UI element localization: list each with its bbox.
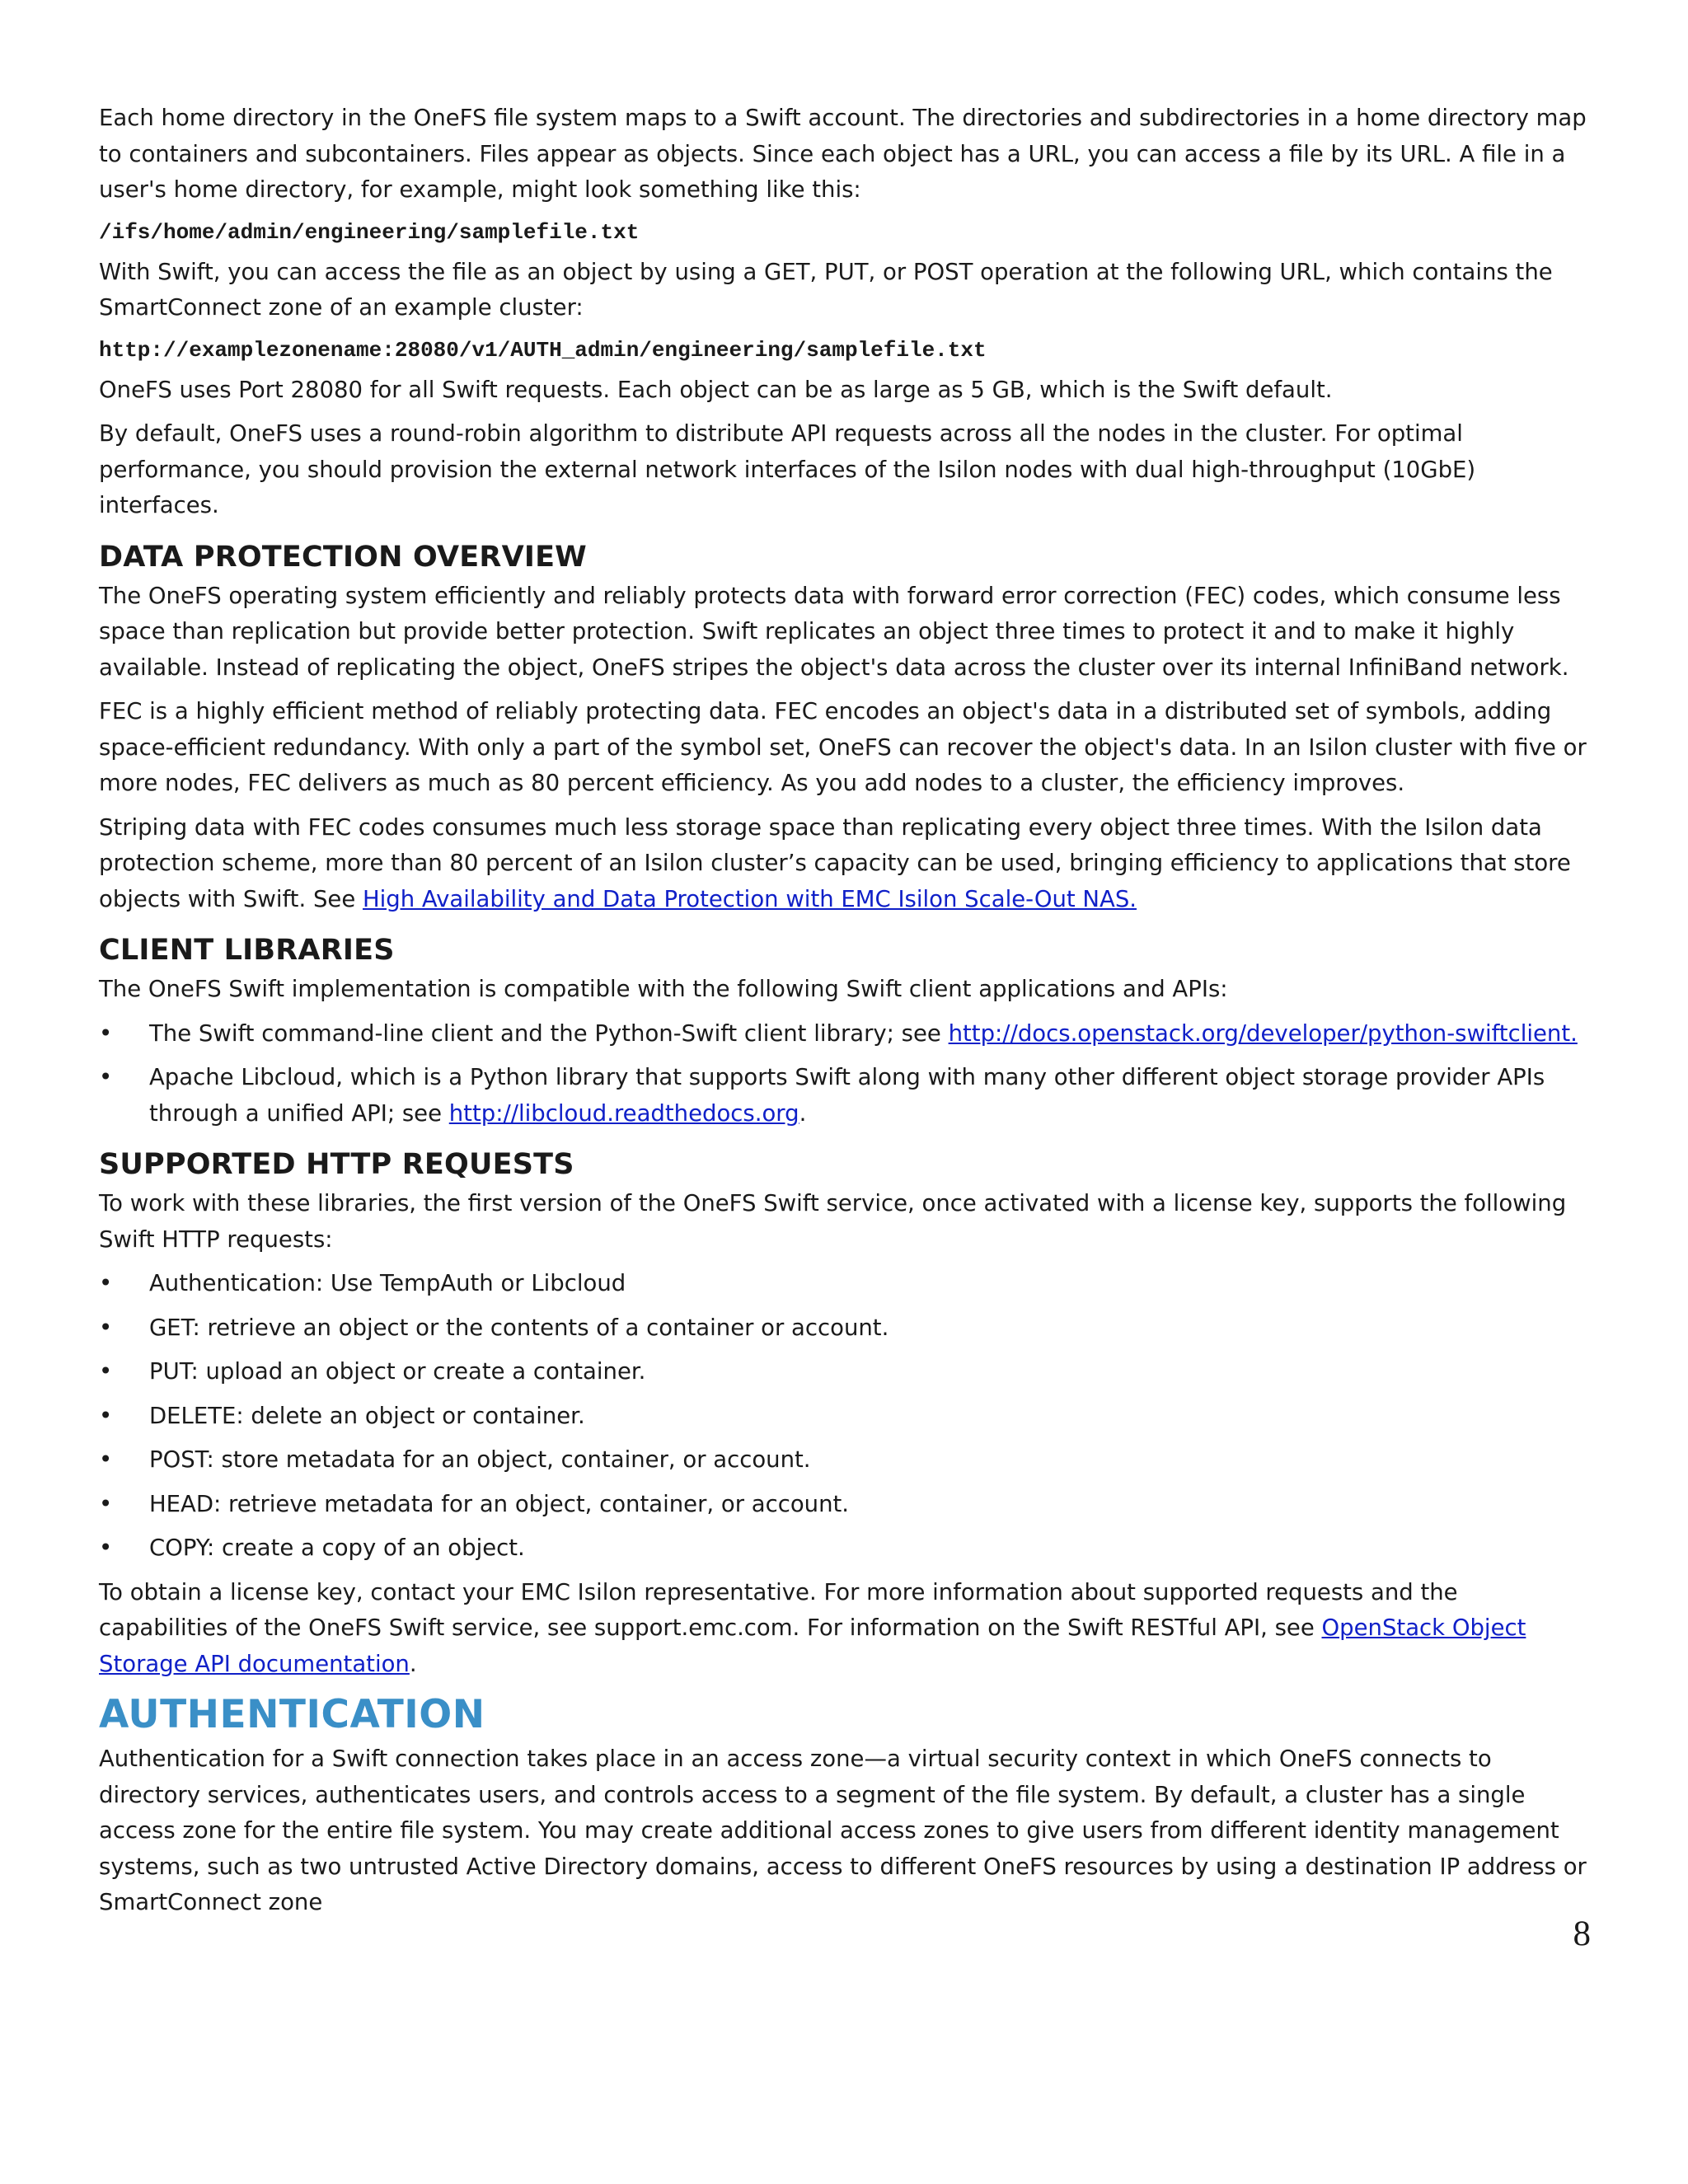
- list-item: [99, 1442, 1591, 1479]
- list-item: [99, 1399, 1591, 1435]
- list-item-text: The Swift command-line client and the Python-Swift client library; see: [149, 1019, 949, 1047]
- bullet-icon: •: [99, 1019, 113, 1047]
- list-item: [99, 1310, 1591, 1347]
- authentication-paragraph-1: Authentication for a Swift connection takes place in an access zone—a virtual security context in which OneFS connects to directory services, authenticates users, and controls access to a segment of the file system. By default, a cluster has a single access zone for the entire file system. You may create additional access zones to give users from different identity management systems, such as two untrusted Active Directory domains, access to different OneFS resources by using a destination IP address or SmartConnect zone: [99, 1746, 1587, 1915]
- list-item-suffix: .: [799, 1099, 807, 1127]
- list-item: [99, 1266, 1591, 1302]
- http-requests-outro: [99, 1575, 1591, 1683]
- http-requests-outro-text: To obtain a license key, contact your EMC Isilon representative. For more information about supported requests and the capabilities of the OneFS Swift service, see support.emc.com. For information on the Swift RESTful API, see: [99, 1578, 1458, 1641]
- heading-data-protection: DATA PROTECTION OVERVIEW: [99, 540, 587, 574]
- link-libcloud[interactable]: http://libcloud.readthedocs.org: [448, 1099, 799, 1127]
- list-item-text: Apache Libcloud, which is a Python library that supports Swift along with many other different object storage provider APIs through a unified API; see: [149, 1064, 1545, 1127]
- list-item-text: GET: retrieve an object or the contents of a container or account.: [149, 1314, 889, 1341]
- bullet-icon: •: [99, 1314, 113, 1341]
- list-item: [99, 1060, 1591, 1132]
- list-item: [99, 1354, 1591, 1390]
- client-libraries-list: [99, 1016, 1591, 1132]
- list-item: [99, 1016, 1591, 1052]
- bullet-icon: •: [99, 1358, 113, 1385]
- data-protection-paragraph-2: FEC is a highly efficient method of reliably protecting data. FEC encodes an object's data in a distributed set of symbols, adding space-efficient redundancy. With only a part of the symbol set, OneFS can recover the object's data. In an Isilon cluster with five or more nodes, FEC delivers as much as 80 percent efficiency. As you add nodes to a cluster, the efficiency improves.: [99, 698, 1587, 796]
- heading-client-libraries: CLIENT LIBRARIES: [99, 934, 395, 967]
- intro-paragraph-3: OneFS uses Port 28080 for all Swift requests. Each object can be as large as 5 GB, which is the Swift default.: [99, 376, 1333, 403]
- data-protection-paragraph-1: The OneFS operating system efficiently and reliably protects data with forward error correction (FEC) codes, which consume less space than replication but provide better protection. Swift replicates an object three times to protect it and to make it highly available. Instead of replicating the object, OneFS stripes the object's data across the cluster over its internal InfiniBand network.: [99, 582, 1569, 681]
- heading-supported-http-requests: SUPPORTED HTTP REQUESTS: [99, 1148, 574, 1181]
- link-python-swiftclient[interactable]: http://docs.openstack.org/developer/python-swiftclient.: [948, 1019, 1578, 1047]
- bullet-icon: •: [99, 1064, 113, 1090]
- intro-paragraph-4: By default, OneFS uses a round-robin algorithm to distribute API requests across all the nodes in the cluster. For optimal performance, you should provision the external network interfaces of the Isilon nodes with dual high-throughput (10GbE) interfaces.: [99, 420, 1476, 518]
- data-protection-paragraph-3-text: Striping data with FEC codes consumes much less storage space than replicating every object three times. With the Isilon data protection scheme, more than 80 percent of an Isilon cluster’s capacity can be used, bringing efficiency to applications that store objects with Swift. See: [99, 813, 1571, 912]
- http-requests-intro: To work with these libraries, the first version of the OneFS Swift service, once activated with a license key, supports the following Swift HTTP requests:: [99, 1190, 1567, 1253]
- heading-authentication: AUTHENTICATION: [99, 1692, 485, 1737]
- code-url-example: http://examplezonename:28080/v1/AUTH_admin/engineering/samplefile.txt: [99, 337, 987, 363]
- link-openstack-api-docs[interactable]: OpenStack Object Storage API documentation: [99, 1615, 1526, 1677]
- bullet-icon: •: [99, 1490, 113, 1517]
- list-item: [99, 1530, 1591, 1567]
- bullet-icon: •: [99, 1535, 113, 1561]
- intro-paragraph-1: Each home directory in the OneFS file system maps to a Swift account. The directories and subdirectories in a home directory map to containers and subcontainers. Files appear as objects. Since each object has a URL, you can access a file by its URL. A file in a user's home directory, for example, might look something like this:: [99, 105, 1587, 203]
- page-number: 8: [1573, 1915, 1591, 1953]
- intro-paragraph-2: With Swift, you can access the file as an object by using a GET, PUT, or POST operation at the following URL, which contains the SmartConnect zone of an example cluster:: [99, 258, 1553, 321]
- list-item: [99, 1487, 1591, 1523]
- list-item-text: Authentication: Use TempAuth or Libcloud: [149, 1270, 626, 1296]
- http-requests-list: [99, 1266, 1591, 1567]
- http-requests-outro-suffix: .: [409, 1650, 417, 1677]
- list-item-text: POST: store metadata for an object, container, or account.: [149, 1446, 811, 1473]
- client-libraries-intro: The OneFS Swift implementation is compatible with the following Swift client applications and APIs:: [99, 976, 1228, 1002]
- document-page: [99, 101, 1591, 1929]
- data-protection-paragraph-3: [99, 810, 1591, 918]
- list-item-text: HEAD: retrieve metadata for an object, container, or account.: [149, 1490, 850, 1517]
- bullet-icon: •: [99, 1270, 113, 1296]
- code-path-example: /ifs/home/admin/engineering/samplefile.txt: [99, 219, 640, 245]
- list-item-text: DELETE: delete an object or container.: [149, 1402, 585, 1429]
- link-high-availability[interactable]: High Availability and Data Protection with EMC Isilon Scale-Out NAS.: [362, 885, 1137, 912]
- bullet-icon: •: [99, 1446, 113, 1473]
- list-item-text: COPY: create a copy of an object.: [149, 1535, 525, 1561]
- bullet-icon: •: [99, 1402, 113, 1429]
- list-item-text: PUT: upload an object or create a container.: [149, 1358, 646, 1385]
